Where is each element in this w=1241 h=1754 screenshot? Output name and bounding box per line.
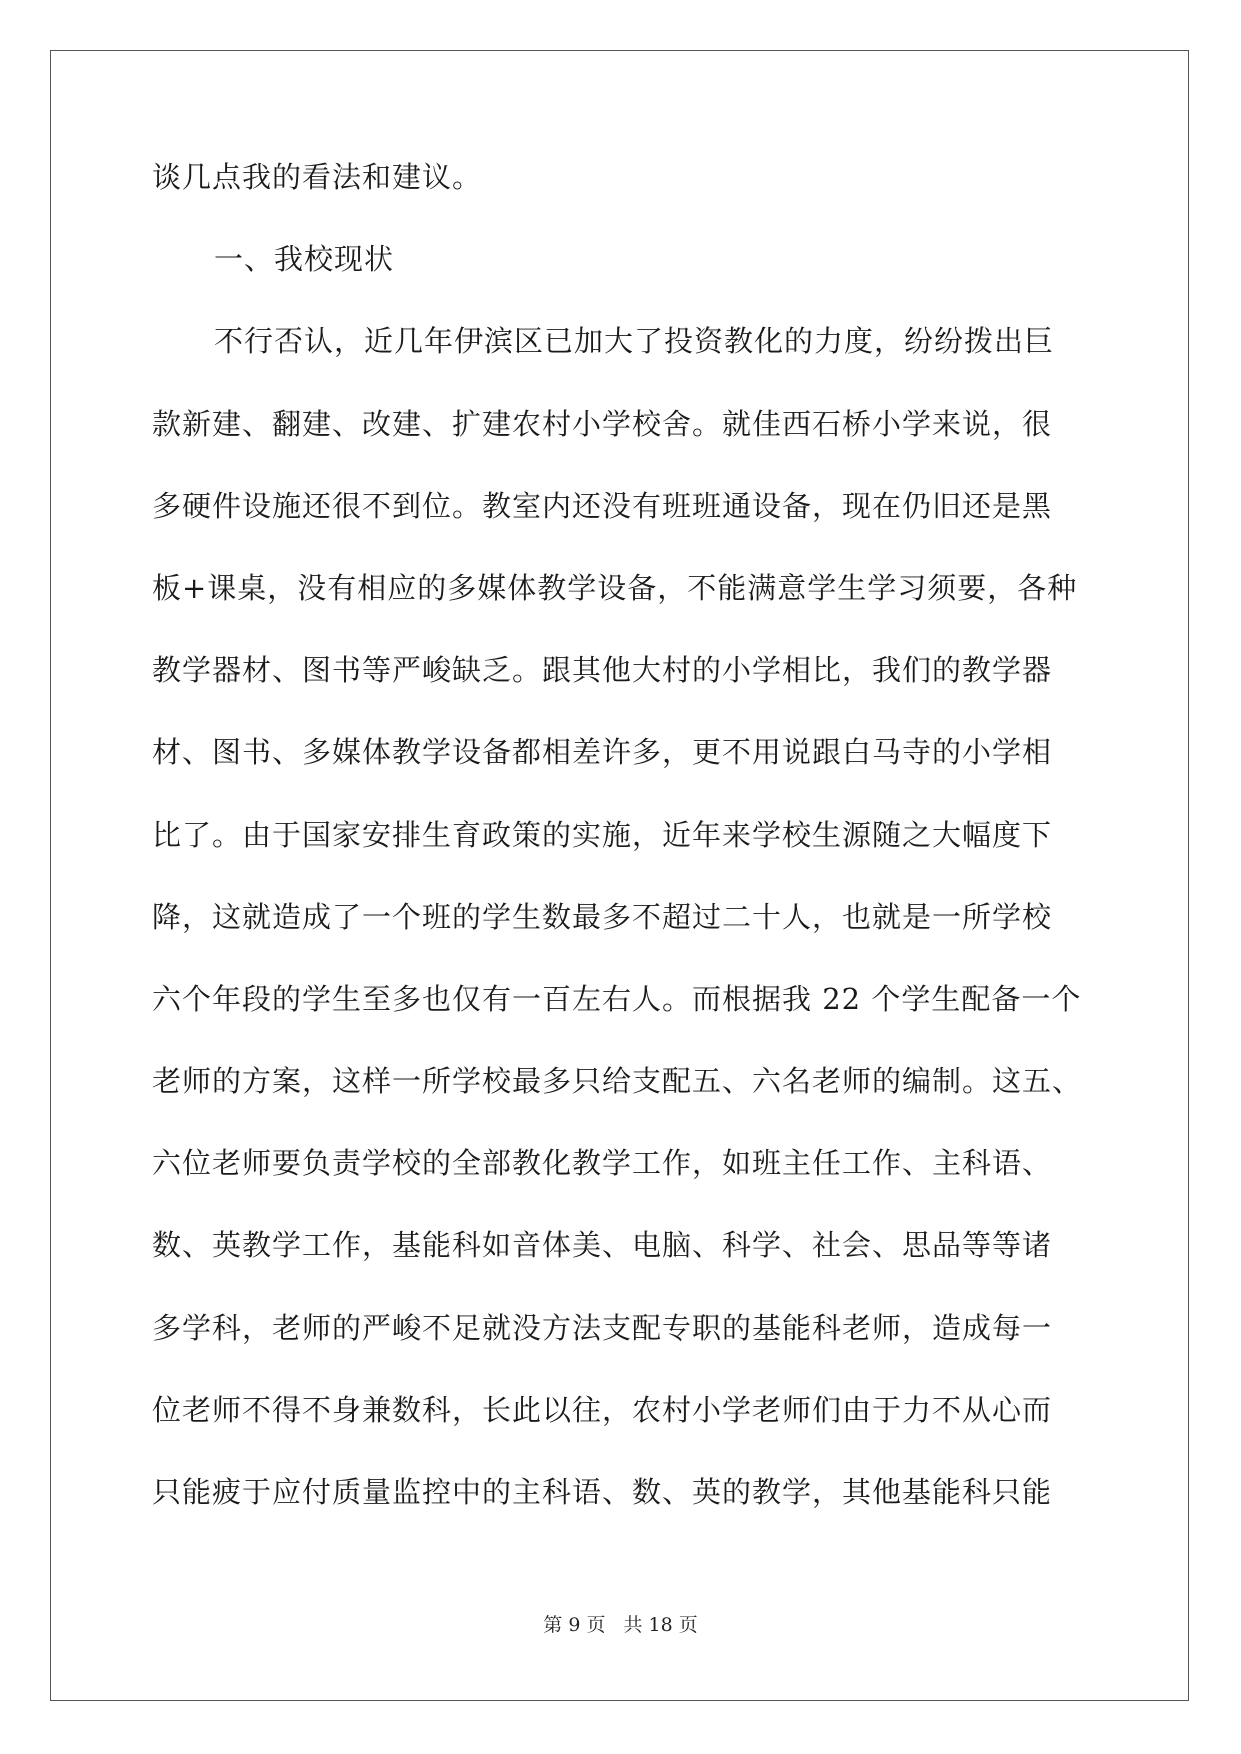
text-line: 六个年段的学生至多也仅有一百左右人。而根据我 22 个学生配备一个 — [152, 981, 1082, 1016]
text-line: 只能疲于应付质量监控中的主科语、数、英的教学，其他基能科只能 — [152, 1475, 1053, 1509]
text-line: 一、我校现状 — [214, 242, 395, 277]
text-line: 材、图书、多媒体教学设备都相差许多，更不用说跟白马寺的小学相 — [152, 735, 1053, 770]
text-line: 比了。由于国家安排生育政策的实施，近年来学校生源随之大幅度下 — [152, 817, 1053, 852]
text-line: 位老师不得不身兼数科，长此以往，农村小学老师们由于力不从心而 — [152, 1392, 1053, 1427]
text-line: 教学器材、图书等严峻缺乏。跟其他大村的小学相比，我们的教学器 — [152, 653, 1053, 688]
page-total: 共 18 页 — [623, 1614, 698, 1636]
text-line: 多学科，老师的严峻不足就没方法支配专职的基能科老师，造成每一 — [152, 1310, 1053, 1345]
text-line: 降，这就造成了一个班的学生数最多不超过二十人，也就是一所学校 — [152, 899, 1053, 934]
text-line: 六位老师要负责学校的全部教化教学工作，如班主任工作、主科语、 — [152, 1146, 1053, 1181]
text-line: 老师的方案，这样一所学校最多只给支配五、六名老师的编制。这五、 — [152, 1064, 1083, 1099]
text-line: 数、英教学工作，基能科如音体美、电脑、科学、社会、思品等等诸 — [152, 1228, 1053, 1263]
page-footer — [0, 1610, 1241, 1637]
page-number: 第 9 页 — [543, 1614, 606, 1636]
text-line: 谈几点我的看法和建议。 — [152, 160, 483, 194]
text-line: 不行否认，近几年伊滨区已加大了投资教化的力度，纷纷拨出巨 — [214, 324, 1055, 359]
text-line: 板+课桌，没有相应的多媒体教学设备，不能满意学生学习须要，各种 — [152, 570, 1078, 605]
document-body — [152, 152, 1112, 1549]
text-line: 款新建、翻建、改建、扩建农村小学校舍。就佳西石桥小学来说，很 — [152, 406, 1053, 441]
text-line: 多硬件设施还很不到位。教室内还没有班班通设备，现在仍旧还是黑 — [152, 488, 1053, 523]
